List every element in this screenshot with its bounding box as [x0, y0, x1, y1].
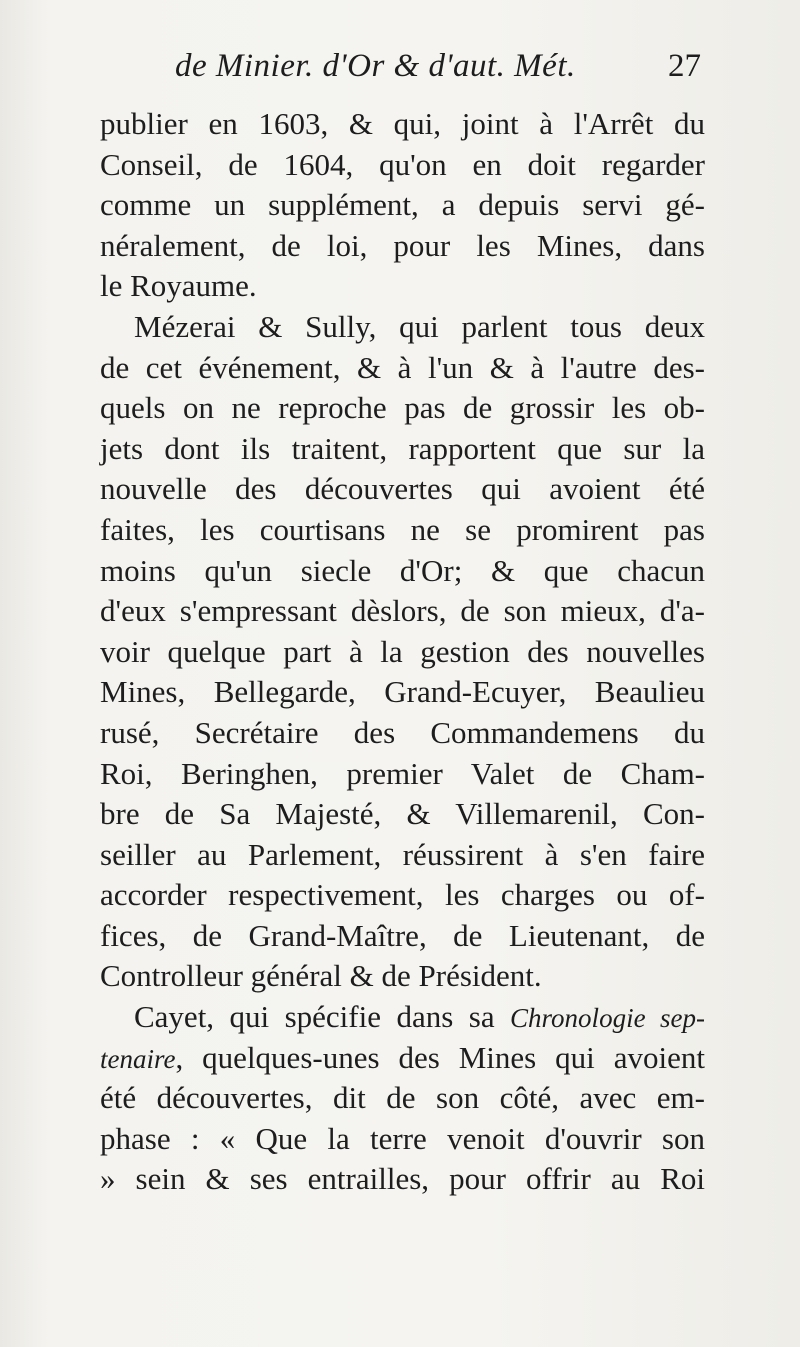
text-line: d'eux s'empressant dèslors, de son mieux, d'a- [100, 593, 705, 629]
text-line: moins qu'un siecle d'Or; & que chacun [100, 552, 705, 588]
text-line: néralement, de loi, pour les Mines, dans [100, 227, 705, 263]
text-line: Conseil, de 1604, qu'on en doit regarder [100, 146, 705, 182]
text-line [100, 997, 705, 1038]
text-line: Mézerai & Sully, qui parlent tous deux [134, 308, 705, 344]
text-line: phase : « Que la terre venoit d'ouvrir son [100, 1120, 705, 1156]
text-line: bre de Sa Majesté, & Villemarenil, Con- [100, 796, 705, 832]
running-head: de Minier. d'Or & d'aut. Mét. [175, 48, 576, 84]
text-line: accorder respectivement, les charges ou of- [100, 877, 705, 913]
text-line: voir quelque part à la gestion des nouvelles [100, 633, 705, 669]
text-line: publier en 1603, & qui, joint à l'Arrêt du [100, 106, 705, 141]
text-line: jets dont ils traitent, rapportent que sur la [100, 430, 705, 466]
book-title: Chronologie sep- [510, 1003, 705, 1034]
text-line: nouvelle des découvertes qui avoient été [100, 471, 705, 507]
text-line: Roi, Beringhen, premier Valet de Cham- [100, 755, 705, 791]
text-line: de cet événement, & à l'un & à l'autre des- [100, 349, 705, 385]
text-line: seiller au Parlement, réussirent à s'en faire [100, 836, 705, 872]
text-line: été découvertes, dit de son côté, avec em- [100, 1080, 705, 1116]
text-line: fices, de Grand-Maître, de Lieutenant, de [100, 917, 705, 953]
text-line: le Royaume. [100, 268, 257, 304]
text-line [100, 1038, 705, 1079]
text-line: » sein & ses entrailles, pour offrir au Roi [100, 1161, 705, 1197]
page-number: 27 [668, 48, 701, 84]
text-line: comme un supplément, a depuis servi gé- [100, 187, 705, 223]
book-title-continued: tenaire [100, 1043, 176, 1074]
body-text [100, 104, 705, 1200]
text-line: faites, les courtisans ne se promirent pas [100, 511, 705, 547]
text-line: rusé, Secrétaire des Commandemens du [100, 714, 705, 750]
text-segment: Cayet, qui spécifie dans sa [134, 999, 495, 1035]
text-segment: , quelques-unes des Mines qui avoient [175, 1039, 705, 1075]
text-line: quels on ne reproche pas de grossir les ob- [100, 390, 705, 426]
text-line: Controlleur général & de Président. [100, 958, 542, 994]
text-line: Mines, Bellegarde, Grand-Ecuyer, Beaulieu [100, 674, 705, 710]
page-header [175, 48, 715, 96]
